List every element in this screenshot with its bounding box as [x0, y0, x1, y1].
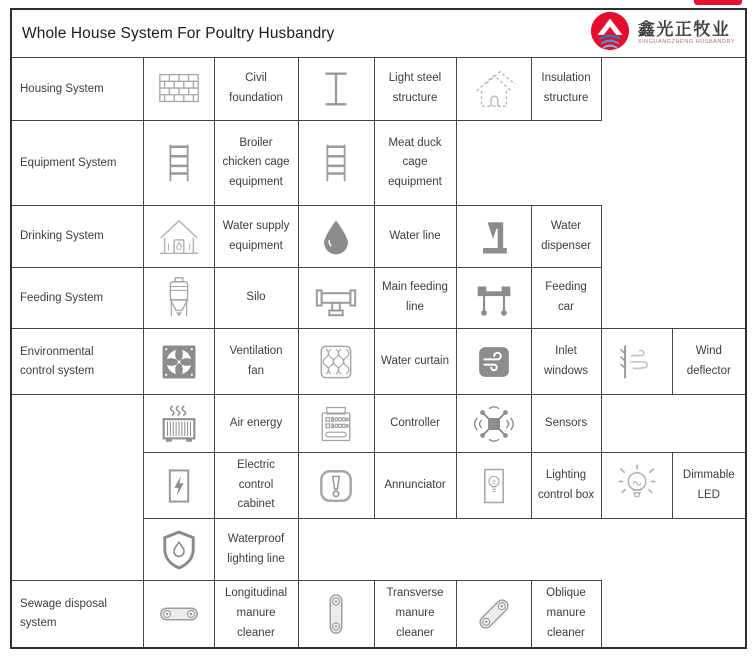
- item-label: Water curtain: [374, 329, 456, 395]
- item-label: Lighting control box: [531, 453, 601, 519]
- system-label: Feeding System: [11, 268, 143, 329]
- item-label: Ventilation fan: [214, 329, 298, 395]
- manure-cleaner-horizontal-icon: [143, 581, 214, 648]
- header-row: [11, 9, 746, 58]
- red-edge-artifact: [694, 0, 742, 5]
- system-label: Sewage disposal system: [11, 581, 143, 648]
- silo-icon: [143, 268, 214, 329]
- cage-rack-icon: [143, 121, 214, 206]
- water-dispenser-icon: [456, 206, 531, 268]
- cage-rack-icon: [298, 121, 374, 206]
- item-label: Transverse manure cleaner: [374, 581, 456, 648]
- system-label: [11, 395, 143, 581]
- table-row: [11, 58, 746, 121]
- empty-cell: [456, 121, 601, 206]
- water-curtain-icon: [298, 329, 374, 395]
- steel-i-beam-icon: [298, 58, 374, 121]
- item-label: Main feeding line: [374, 268, 456, 329]
- item-label: Longitudinal manure cleaner: [214, 581, 298, 648]
- table-row: [11, 395, 746, 453]
- item-label: Dimmable LED: [672, 453, 746, 519]
- sensor-icon: [456, 395, 531, 453]
- item-label: Light steel structure: [374, 58, 456, 121]
- legend-table: [10, 8, 747, 649]
- page-title: Whole House System For Poultry Husbandry: [22, 24, 335, 42]
- feeding-car-icon: [456, 268, 531, 329]
- led-bulb-icon: [601, 453, 672, 519]
- manure-cleaner-oblique-icon: [456, 581, 531, 648]
- item-label: Annunciator: [374, 453, 456, 519]
- insulated-house-icon: [456, 58, 531, 121]
- item-label: Water dispenser: [531, 206, 601, 268]
- system-label: Equipment System: [11, 121, 143, 206]
- item-label: Wind deflector: [672, 329, 746, 395]
- empty-cell: [298, 519, 746, 581]
- empty-cell: [601, 58, 746, 329]
- system-label: Environmental control system: [11, 329, 143, 395]
- table-row: [11, 581, 746, 648]
- system-label: Drinking System: [11, 206, 143, 268]
- water-supply-house-icon: [143, 206, 214, 268]
- lighting-control-box-icon: [456, 453, 531, 519]
- item-label: Air energy: [214, 395, 298, 453]
- brand-text: [638, 21, 735, 46]
- air-energy-unit-icon: [143, 395, 214, 453]
- tee-pipe-icon: [298, 268, 374, 329]
- wind-deflector-icon: [601, 329, 672, 395]
- item-label: Silo: [214, 268, 298, 329]
- system-label: Housing System: [11, 58, 143, 121]
- brick-wall-icon: [143, 58, 214, 121]
- controller-panel-icon: [298, 395, 374, 453]
- brand-name-cn: 鑫光正牧业: [637, 20, 731, 40]
- item-label: Inlet windows: [531, 329, 601, 395]
- item-label: Water supply equipment: [214, 206, 298, 268]
- brand-name-en: XINGUANGZHENG HUSBANDRY: [637, 39, 736, 46]
- item-label: Meat duck cage equipment: [374, 121, 456, 206]
- item-label: Feeding car: [531, 268, 601, 329]
- logo-mark-icon: [589, 10, 631, 57]
- manure-cleaner-vertical-icon: [298, 581, 374, 648]
- company-logo: [589, 10, 737, 57]
- item-label: Controller: [374, 395, 456, 453]
- electric-cabinet-icon: [143, 453, 214, 519]
- table-row: [11, 329, 746, 395]
- empty-cell: [601, 581, 746, 648]
- item-label: Water line: [374, 206, 456, 268]
- empty-cell: [601, 395, 746, 453]
- annunciator-icon: [298, 453, 374, 519]
- item-label: Insulation structure: [531, 58, 601, 121]
- water-droplet-icon: [298, 206, 374, 268]
- ventilation-fan-icon: [143, 329, 214, 395]
- wind-icon: [456, 329, 531, 395]
- item-label: Waterproof lighting line: [214, 519, 298, 581]
- item-label: Electric control cabinet: [214, 453, 298, 519]
- item-label: Sensors: [531, 395, 601, 453]
- item-label: Civil foundation: [214, 58, 298, 121]
- item-label: Broiler chicken cage equipment: [214, 121, 298, 206]
- waterproof-shield-icon: [143, 519, 214, 581]
- item-label: Oblique manure cleaner: [531, 581, 601, 648]
